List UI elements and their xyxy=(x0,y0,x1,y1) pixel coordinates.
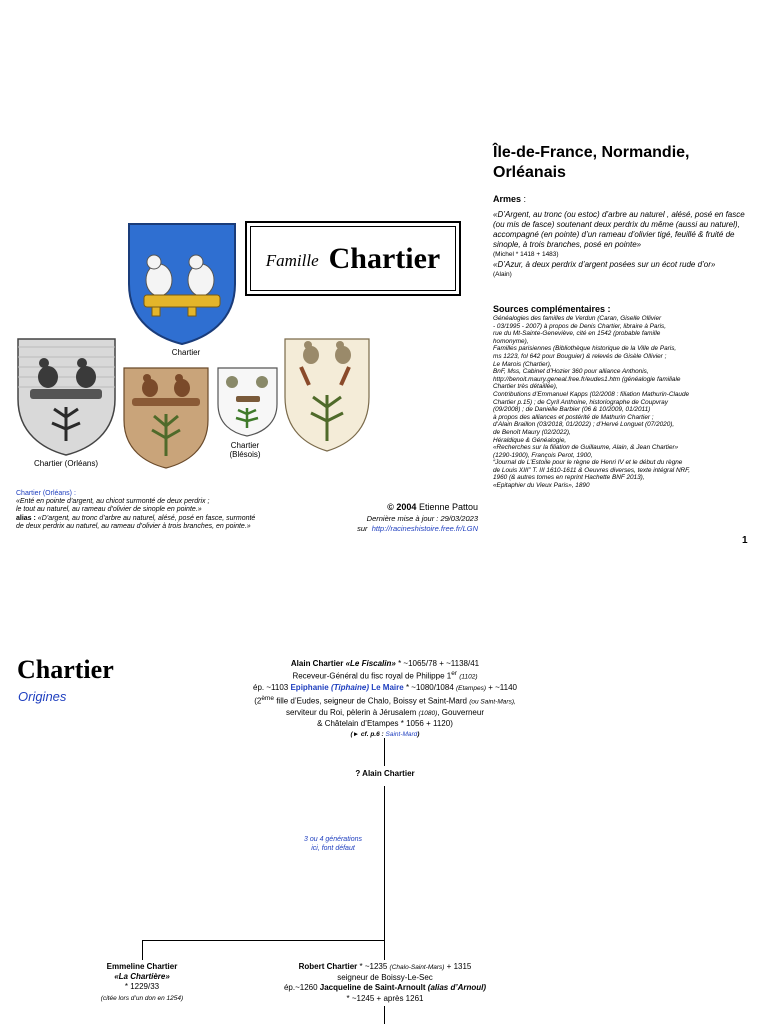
robert-death: + 1315 xyxy=(444,962,472,971)
alain-nickname: «Le Fiscalin» xyxy=(345,659,396,668)
orleans-blazon-line-3: «D’argent, au tronc d’arbre au naturel, alésé, posé en fasce, surmonté xyxy=(35,514,256,522)
spouse-birth: * ~1080/1084 xyxy=(403,683,454,693)
missing-generations-note xyxy=(290,836,376,853)
spouse-death: + ~1140 xyxy=(485,683,517,693)
coat-of-arms-painted-icon xyxy=(122,366,210,470)
spouse-parent-c: (ou Saint-Mars), xyxy=(469,698,516,706)
blazon-1-source: (Michel * 1418 + 1483) xyxy=(493,251,559,258)
page-title: Chartier xyxy=(17,655,114,684)
orleans-blazon-line-1: «Enté en pointe d’argent, au chicot surmonté de deux perdrix ; xyxy=(16,498,210,506)
armes-label: Armes xyxy=(493,194,522,204)
coat-of-arms-engraved-icon xyxy=(16,337,117,457)
alain-office-sup: er xyxy=(451,670,457,678)
famille-word: Famille xyxy=(265,250,319,270)
update-info xyxy=(300,514,478,534)
caption-main: Chartier xyxy=(171,348,201,357)
caption-blesois xyxy=(216,441,274,459)
orleans-blazon-block xyxy=(16,490,306,531)
spouse-alt-name: (Tiphaine) xyxy=(330,683,370,693)
coat-of-arms-blesois-icon xyxy=(216,366,279,438)
alain-dates: * ~1065/78 + ~1138/41 xyxy=(395,659,480,668)
tree-line xyxy=(384,1006,385,1024)
site-link[interactable]: http://racineshistoire.free.fr/LGN xyxy=(371,524,478,533)
blazon-2-source: (Alain) xyxy=(493,271,512,278)
spouse-surname: Le Maire xyxy=(371,683,404,693)
robert-birth: * ~1235 xyxy=(357,962,390,971)
orleans-blazon-line-4: de deux perdrix au naturel, au rameau d’olivier à trois branches, en pointe.» xyxy=(16,522,251,530)
tree-line xyxy=(384,786,385,940)
genealogy-entry-robert xyxy=(254,962,516,1004)
url-prefix: sur xyxy=(357,524,368,533)
crossref-suffix: ) xyxy=(417,730,420,738)
alain-office: Receveur-Général du fisc royal de Philippe 1 xyxy=(292,671,452,681)
copyright-author: Etienne Pattou xyxy=(418,502,478,512)
spouse-name: Epiphanie xyxy=(290,683,329,693)
robert-spouse-alias: (alias d’Arnoul) xyxy=(427,983,487,993)
orleans-alias-label: alias : xyxy=(16,514,36,522)
orleans-blazon-line-2: le tout au naturel, au rameau d’olivier de sinople en pointe.» xyxy=(16,506,202,514)
famille-name: Chartier xyxy=(328,241,441,275)
alain-marriage: ép. ~1103 xyxy=(253,683,289,693)
alain-name: Alain Chartier xyxy=(290,659,344,668)
caption-blesois-line-1: Chartier xyxy=(230,441,260,450)
sources-heading: Sources complémentaires : xyxy=(493,304,611,314)
armes-colon: : xyxy=(521,194,527,204)
page-number: 1 xyxy=(742,535,748,546)
armes-blazons xyxy=(493,210,753,280)
saint-mard-link[interactable]: Saint-Mard xyxy=(385,730,418,738)
page-subtitle: Origines xyxy=(18,689,67,704)
genealogy-entry-emmeline xyxy=(72,962,212,1004)
tree-line xyxy=(384,940,385,960)
robert-spouse-dates: * ~1245 + après 1261 xyxy=(346,993,424,1003)
orleans-blazon-title: Chartier (Orléans) : xyxy=(16,490,76,497)
famille-title-box xyxy=(245,221,461,296)
coat-of-arms-azure-icon xyxy=(126,222,238,346)
tree-line xyxy=(384,738,385,766)
spouse-parent-a: (2 xyxy=(254,696,262,706)
spouse-parent-sup: ème xyxy=(261,695,274,703)
spouse-parent-b: fille d’Eudes, seigneur de Chalo, Boissy et Saint-Mard xyxy=(273,696,467,706)
emmeline-note: (citée lors d’un don en 1254) xyxy=(100,994,184,1002)
robert-title: seigneur de Boissy-Le-Sec xyxy=(337,973,433,983)
robert-spouse: Jacqueline de Saint-Arnoult xyxy=(319,983,426,993)
crossref-prefix: (► cf. p.6 : xyxy=(350,730,386,738)
emmeline-name: Emmeline Chartier xyxy=(106,962,178,971)
tree-branch xyxy=(142,940,385,941)
robert-name: Robert Chartier xyxy=(298,962,358,971)
spouse-parent-line6: & Châtelain d’Etampes * 1056 + 1120) xyxy=(317,719,453,729)
genealogy-entry-alain xyxy=(228,659,542,740)
spouse-place: (Etampes) xyxy=(456,685,486,693)
emmeline-nickname: «La Chartière» xyxy=(114,972,170,982)
coat-of-arms-argent-icon xyxy=(283,337,371,453)
sources-text: Généalogies des familles de Verdun (Caran, Giselle Ollivier - 03/1995 - 2007) à propos de Denis Chartier, libraire à Paris, rue du Mt-Sainte-Geneviève, cité en 1542 (probable famille homonyme), Familles parisiennes (Bibliothèque historique de la Ville de Paris, ms 1223, fol 642 pour Bouguier) & relevés de Gisèle Ollivier ; Le Marois (Chartier), BnF, Mss, Cabinet d’Hozier 360 pour alliance Anthonis, http://benoit.maury.geneal.free.fr/eudes1.htm (généalogie familiale Chartier très détaillée), Contributions d’Emmanuel Kapps (02/2008 : filiation Mathurin-Claude Chartier p.15) ; de Cyril Anthoine, historiographe de Coupvray (09/2008) ; de Danielle Barbier (06 & 10/2009, 01/2011) à propos des alliances et postérité de Mathurin Chartier ; d’Alain Braillon (03/2018, 01/2022) ; d’Hervé Longuet (07/2020), de Benoît Maury (02/2022), Héraldique & Généalogie, «Recherches sur la filiation de Guillaume, Alain, & Jean Chartier» (1290-1900), François Perot, 1900, “Journal de L’Estoile pour le règne de Henri IV et le début du règne de Louis XIII” T. III 1610-1611 & Oeuvres diverses, texte intégral NRF, 1960 (& autres tomes en reprint Hachette BNF 2013), «Epitaphier du Vieux Paris», 1890 xyxy=(493,315,691,490)
copyright-symbol: © 2004 xyxy=(387,502,417,512)
spouse-parent-line5-end: , Gouverneur xyxy=(437,708,484,718)
blazon-1: «D’Argent, au tronc (ou estoc) d’arbre au naturel , alésé, posé en fasce (ou mis de fasce) soutenant deux perdrix du même (aussi au naturel), accompagné (en pointe) d’un rameau d’olivier tigé, feuillé & fruité de sinople, à trois branches, posé en pointe» xyxy=(493,210,745,249)
alain-office-year: (1102) xyxy=(459,673,478,681)
emmeline-dates: * 1229/33 xyxy=(124,982,160,992)
spouse-parent-line5: serviteur du Roi, pèlerin à Jérusalem xyxy=(285,708,417,718)
genealogy-entry-alain-2 xyxy=(300,769,470,779)
alain2-name: ? Alain Chartier xyxy=(355,769,415,778)
missing-note-line-2: ici, font défaut xyxy=(311,844,355,852)
armes-heading xyxy=(493,194,526,204)
tree-line xyxy=(142,940,143,960)
caption-orleans: Chartier (Orléans) xyxy=(33,459,98,468)
robert-marriage: ép.~1260 xyxy=(283,983,320,993)
robert-birth-place: (Chalo-Saint-Mars) xyxy=(389,964,445,971)
spouse-parent-year: (1080) xyxy=(418,710,438,718)
blazon-2: «D’Azur, à deux perdrix d’argent posées sur un écot rude d’or» xyxy=(493,260,716,269)
caption-blesois-line-2: (Blésois) xyxy=(229,450,261,459)
region-title: Île-de-France, Normandie, Orléanais xyxy=(493,144,690,181)
update-line: Dernière mise à jour : 29/03/2023 xyxy=(366,514,478,523)
copyright xyxy=(320,502,478,512)
missing-note-line-1: 3 ou 4 générations xyxy=(304,836,362,843)
